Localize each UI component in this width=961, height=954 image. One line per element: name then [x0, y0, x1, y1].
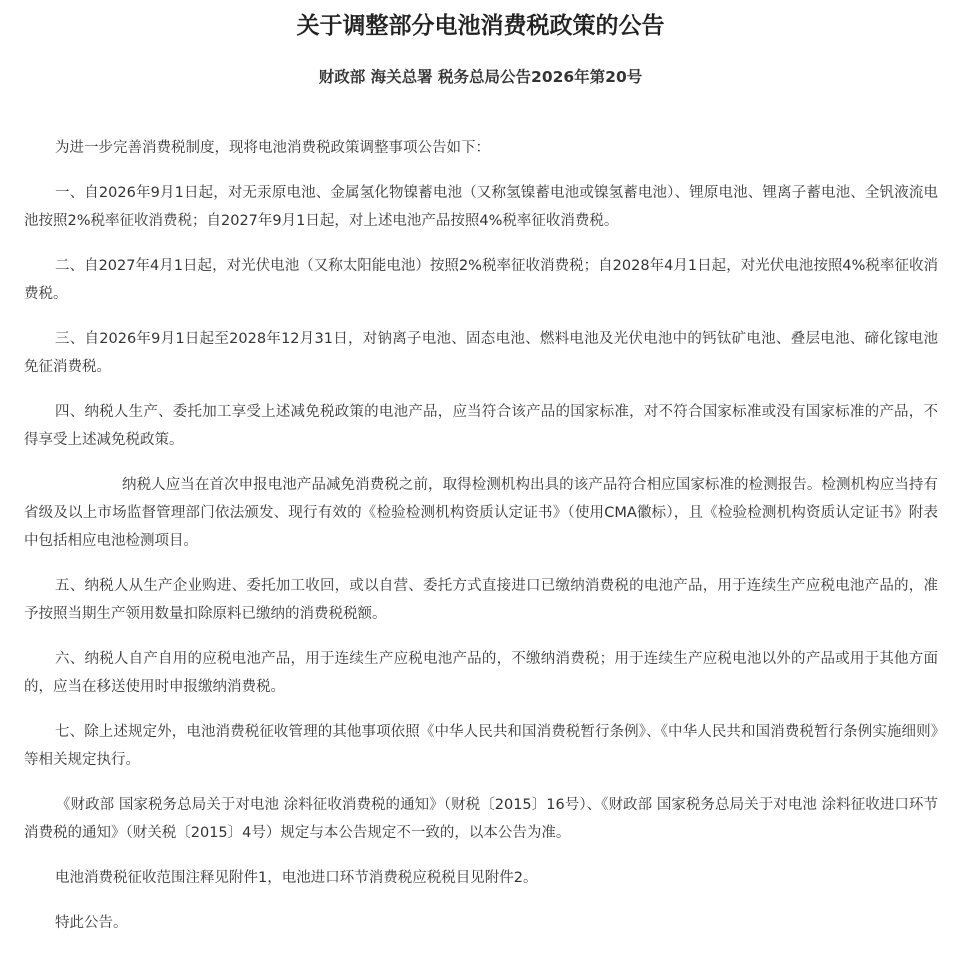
document-number: 财政部 海关总署 税务总局公告2026年第20号	[318, 68, 643, 86]
clause-2-paragraph: 二、自2027年4月1日起，对光伏电池（又称太阳能电池）按照2%税率征收消费税；自2028年4月1日起，对光伏电池按照4%税率征收消费税。	[24, 258, 938, 302]
clause-5-paragraph: 五、纳税人从生产企业购进、委托加工收回，或以自营、委托方式直接进口已缴纳消费税的电池产品，用于连续生产应税电池产品的，准予按照当期生产领用数量扣除原料已缴纳的消费税税额。	[24, 578, 938, 622]
clause-7-paragraph: 七、除上述规定外，电池消费税征收管理的其他事项依照《中华人民共和国消费税暂行条例》、《中华人民共和国消费税暂行条例实施细则》等相关规定执行。	[24, 724, 938, 768]
clause-1-paragraph: 一、自2026年9月1日起，对无汞原电池、金属氢化物镍蓄电池（又称氢镍蓄电池或镍氢蓄电池）、锂原电池、锂离子蓄电池、全钒液流电池按照2%税率征收消费税；自2027年9月1日起，对上述电池产品按照4%税率征收消费税。	[24, 185, 938, 229]
intro-paragraph: 为进一步完善消费税制度，现将电池消费税政策调整事项公告如下：	[55, 140, 490, 156]
closing-paragraph: 特此公告。	[55, 915, 128, 931]
clause-3-paragraph: 三、自2026年9月1日起至2028年12月31日，对钠离子电池、固态电池、燃料电池及光伏电池中的钙钛矿电池、叠层电池、碲化镓电池免征消费税。	[24, 331, 938, 375]
clause-4-paragraph: 四、纳税人生产、委托加工享受上述减免税政策的电池产品，应当符合该产品的国家标准，对不符合国家标准或没有国家标准的产品，不得享受上述减免税政策。	[24, 404, 938, 448]
clause-6-paragraph: 六、纳税人自产自用的应税电池产品，用于连续生产应税电池产品的，不缴纳消费税；用于连续生产应税电池以外的产品或用于其他方面的，应当在移送使用时申报缴纳消费税。	[24, 651, 938, 695]
announcement-body	[24, 134, 938, 954]
clause-4-supplement-paragraph: 纳税人应当在首次申报电池产品减免消费税之前，取得检测机构出具的该产品符合相应国家标准的检测报告。检测机构应当持有省级及以上市场监督管理部门依法颁发、现行有效的《检验检测机构资质认定证书》（使用CMA徽标），且《检验检测机构资质认定证书》附表中包括相应电池检测项目。	[24, 477, 938, 549]
superseded-notices-paragraph: 《财政部 国家税务总局关于对电池 涂料征收消费税的通知》（财税〔2015〕16号）、《财政部 国家税务总局关于对电池 涂料征收进口环节消费税的通知》（财关税〔2015〕4号）规定与本公告规定不一致的，以本公告为准。	[24, 797, 938, 841]
page-title: 关于调整部分电池消费税政策的公告	[296, 13, 665, 39]
attachments-paragraph: 电池消费税征收范围注释见附件1，电池进口环节消费税应税税目见附件2。	[55, 870, 538, 886]
